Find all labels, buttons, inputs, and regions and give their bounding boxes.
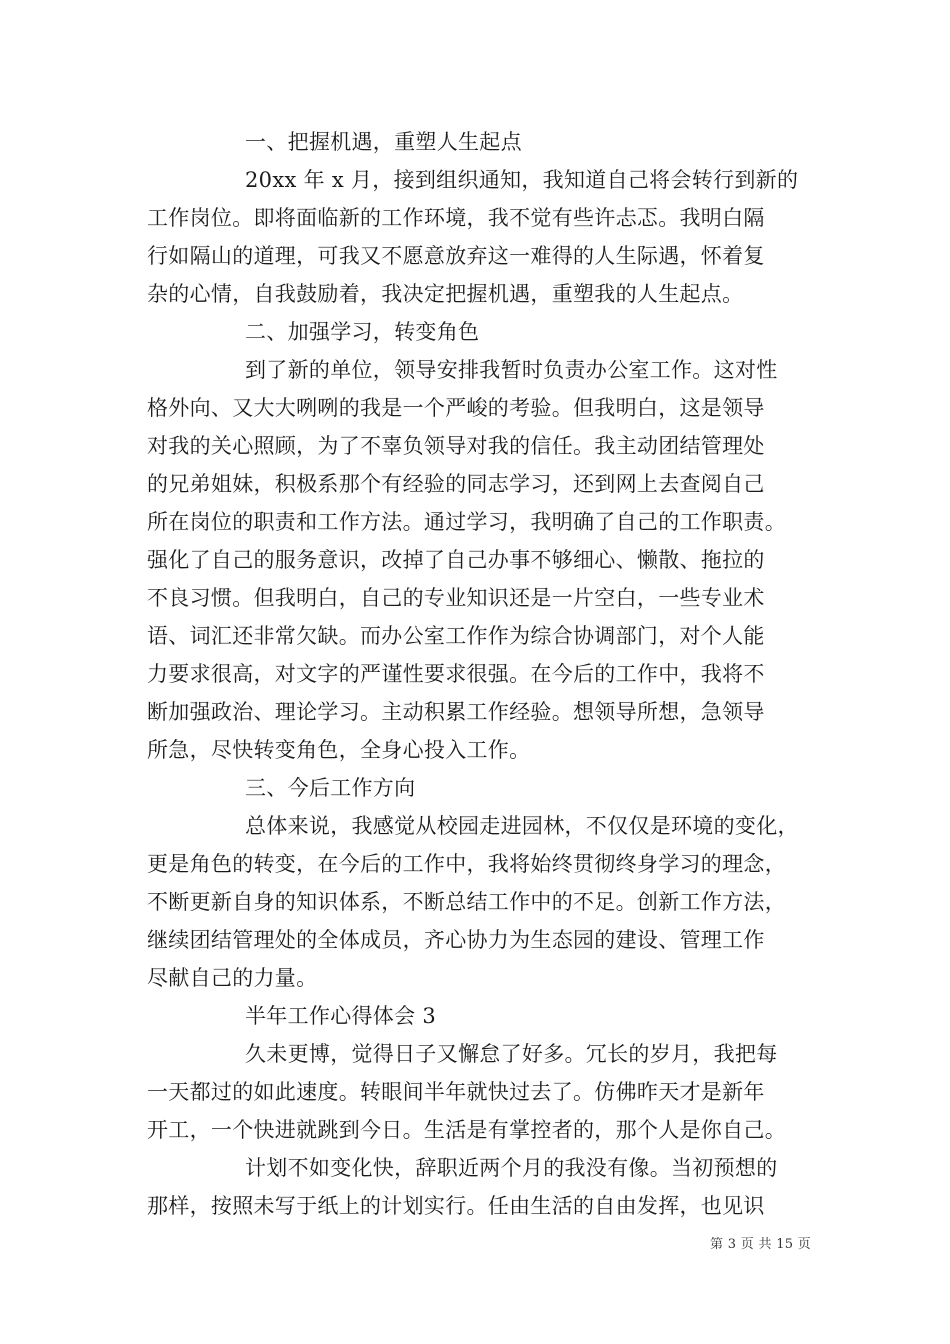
section-heading-2: 二、加强学习，转变角色 [245, 320, 480, 344]
paragraph-line: 所在岗位的职责和工作方法。通过学习，我明确了自己的工作职责。 [147, 510, 786, 534]
page-number-footer: 第 3 页 共 15 页 [710, 1237, 812, 1252]
paragraph-line: 强化了自己的服务意识，改掉了自己办事不够细心、懒散、拖拉的 [147, 548, 765, 572]
paragraph-line: 不良习惯。但我明白，自己的专业知识还是一片空白，一些专业术 [147, 586, 765, 610]
paragraph-line: 格外向、又大大咧咧的我是一个严峻的考验。但我明白，这是领导 [147, 396, 765, 420]
paragraph-line: 开工，一个快进就跳到今日。生活是有掌控者的，那个人是你自己。 [147, 1118, 786, 1142]
paragraph-line: 20xx 年 x 月，接到组织通知，我知道自己将会转行到新的 [245, 168, 799, 192]
paragraph-line: 总体来说，我感觉从校园走进园林，不仅仅是环境的变化， [245, 814, 799, 838]
paragraph-line: 断加强政治、理论学习。主动积累工作经验。想领导所想，急领导 [147, 700, 765, 724]
paragraph-line: 对我的关心照顾，为了不辜负领导对我的信任。我主动团结管理处 [147, 434, 765, 458]
paragraph-line: 久未更博，觉得日子又懈怠了好多。冗长的岁月，我把每 [245, 1042, 778, 1066]
section-heading-3: 三、今后工作方向 [245, 776, 416, 800]
paragraph-line: 的兄弟姐妹，积极系那个有经验的同志学习，还到网上去查阅自己 [147, 472, 765, 496]
paragraph-line: 力要求很高，对文字的严谨性要求很强。在今后的工作中，我将不 [147, 662, 765, 686]
paragraph-line: 计划不如变化快，辞职近两个月的我没有像。当初预想的 [245, 1156, 778, 1180]
paragraph-line: 杂的心情，自我鼓励着，我决定把握机遇，重塑我的人生起点。 [147, 282, 744, 306]
paragraph-line: 到了新的单位，领导安排我暂时负责办公室工作。这对性 [245, 358, 778, 382]
paragraph-line: 行如隔山的道理，可我又不愿意放弃这一难得的人生际遇，怀着复 [147, 244, 765, 268]
paragraph-line: 工作岗位。即将面临新的工作环境，我不觉有些许忐忑。我明白隔 [147, 206, 765, 230]
paragraph-line: 尽献自己的力量。 [147, 966, 318, 990]
paragraph-line: 所急，尽快转变角色，全身心投入工作。 [147, 738, 531, 762]
paragraph-line: 那样，按照未写于纸上的计划实行。任由生活的自由发挥，也见识 [147, 1194, 765, 1218]
article-title: 半年工作心得体会 3 [245, 1004, 437, 1028]
section-heading-1: 一、把握机遇，重塑人生起点 [245, 130, 522, 154]
paragraph-line: 一天都过的如此速度。转眼间半年就快过去了。仿佛昨天才是新年 [147, 1080, 765, 1104]
paragraph-line: 语、词汇还非常欠缺。而办公室工作作为综合协调部门，对个人能 [147, 624, 765, 648]
paragraph-line: 继续团结管理处的全体成员，齐心协力为生态园的建设、管理工作 [147, 928, 765, 952]
paragraph-line: 不断更新自身的知识体系，不断总结工作中的不足。创新工作方法， [147, 890, 786, 914]
paragraph-line: 更是角色的转变，在今后的工作中，我将始终贯彻终身学习的理念， [147, 852, 786, 876]
